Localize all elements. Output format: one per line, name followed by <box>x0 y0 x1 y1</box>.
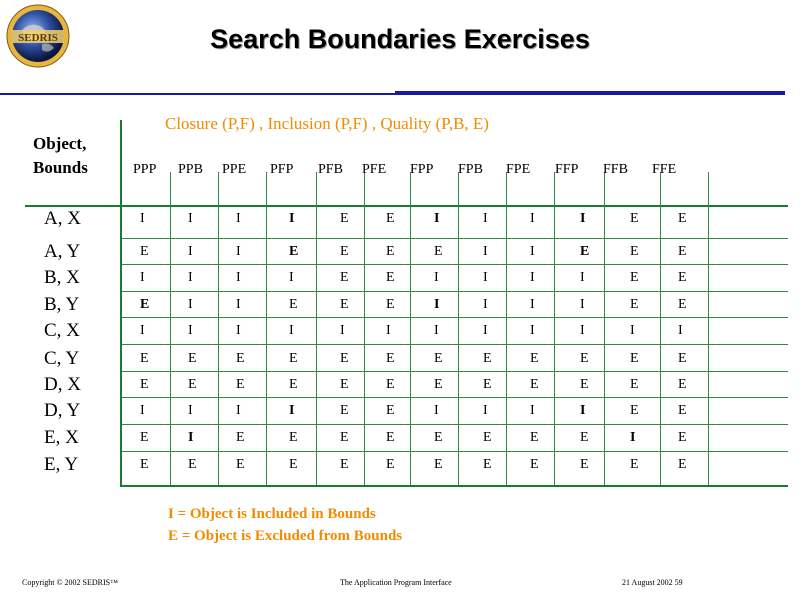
table-cell: I <box>188 244 193 259</box>
table-bottom-rule <box>120 485 788 487</box>
table-cell: I <box>580 297 585 312</box>
column-header: FPB <box>458 162 483 177</box>
table-cell: I <box>434 403 439 418</box>
grid-column-line <box>458 172 459 485</box>
row-label: E, X <box>44 427 79 448</box>
table-cell: E <box>678 403 687 418</box>
table-cell: I <box>483 297 488 312</box>
table-cell: I <box>483 323 488 338</box>
table-cell: I <box>434 270 439 285</box>
table-cell: E <box>289 351 298 366</box>
table-cell: I <box>236 244 241 259</box>
table-cell: I <box>530 244 535 259</box>
table-cell: E <box>678 457 687 472</box>
svg-text:SEDRIS: SEDRIS <box>18 32 58 44</box>
table-cell: I <box>580 211 586 226</box>
table-cell: E <box>289 297 298 312</box>
table-cell: E <box>678 377 687 392</box>
grid-column-line <box>266 172 267 485</box>
grid-column-line <box>170 172 171 485</box>
legend-included: I = Object is Included in Bounds <box>168 506 376 522</box>
corner-label <box>33 132 88 180</box>
table-cell: I <box>289 323 294 338</box>
table-cell: E <box>140 351 149 366</box>
grid-column-line <box>506 172 507 485</box>
table-cell: I <box>140 211 145 226</box>
footer-copyright: Copyright © 2002 SEDRIS™ <box>22 578 118 587</box>
row-label: D, X <box>44 374 81 395</box>
table-cell: I <box>188 403 193 418</box>
table-cell: E <box>289 377 298 392</box>
table-cell: E <box>340 457 349 472</box>
table-cell: E <box>630 457 639 472</box>
grid-row-line <box>122 264 788 265</box>
table-cell: E <box>580 351 589 366</box>
table-cell: I <box>340 323 345 338</box>
table-vertical-rule <box>120 120 122 486</box>
column-header: PFE <box>362 162 387 177</box>
column-header: PPP <box>133 162 157 177</box>
table-cell: I <box>289 211 295 226</box>
table-cell: I <box>236 270 241 285</box>
table-cell: E <box>678 211 687 226</box>
column-header: PFP <box>270 162 294 177</box>
table-cell: I <box>188 297 193 312</box>
corner-label-line2: Bounds <box>33 158 88 177</box>
table-cell: E <box>236 377 245 392</box>
table-header-rule <box>25 205 788 207</box>
table-cell: E <box>340 430 349 445</box>
table-cell: E <box>236 351 245 366</box>
table-cell: E <box>483 457 492 472</box>
column-header: PPE <box>222 162 247 177</box>
grid-row-line <box>122 317 788 318</box>
table-cell: E <box>580 430 589 445</box>
column-header: FFE <box>652 162 677 177</box>
column-header: FFB <box>603 162 628 177</box>
table-cell: E <box>434 351 443 366</box>
column-header: PFB <box>318 162 343 177</box>
table-cell: E <box>386 270 395 285</box>
table-cell: E <box>678 430 687 445</box>
page-title: Search Boundaries Exercises <box>210 24 590 54</box>
column-header: FFP <box>555 162 579 177</box>
table-cell: E <box>630 403 639 418</box>
table-cell: E <box>386 351 395 366</box>
table-cell: E <box>580 244 590 259</box>
table-cell: E <box>434 244 443 259</box>
table-cell: I <box>483 211 488 226</box>
table-cell: E <box>630 244 639 259</box>
title-rule-accent <box>395 91 785 93</box>
table-cell: I <box>236 323 241 338</box>
table-cell: I <box>630 430 636 445</box>
table-cell: I <box>289 270 294 285</box>
table-cell: E <box>340 270 349 285</box>
table-cell: I <box>188 211 193 226</box>
table-cell: E <box>340 403 349 418</box>
table-cell: I <box>236 211 241 226</box>
table-cell: I <box>140 403 145 418</box>
grid-column-line <box>218 172 219 485</box>
footer-date-page: 21 August 2002 59 <box>622 578 683 587</box>
row-label: D, Y <box>44 400 81 421</box>
grid-row-line <box>122 397 788 398</box>
table-cell: E <box>140 297 150 312</box>
grid-row-line <box>122 291 788 292</box>
table-cell: E <box>140 377 149 392</box>
table-cell: E <box>140 457 149 472</box>
table-cell: E <box>483 377 492 392</box>
grid-column-line <box>660 172 661 485</box>
table-cell: E <box>434 377 443 392</box>
table-cell: I <box>483 270 488 285</box>
table-cell: E <box>188 377 197 392</box>
table-cell: E <box>678 270 687 285</box>
table-cell: I <box>434 211 440 226</box>
table-cell: I <box>630 323 635 338</box>
row-label: A, Y <box>44 241 81 262</box>
table-cell: E <box>188 351 197 366</box>
table-cell: E <box>386 211 395 226</box>
table-cell: I <box>188 323 193 338</box>
table-cell: E <box>434 430 443 445</box>
column-header: FPE <box>506 162 531 177</box>
table-cell: E <box>530 377 539 392</box>
table-cell: E <box>386 430 395 445</box>
footer-center: The Application Program Interface <box>340 578 452 587</box>
table-cell: E <box>236 430 245 445</box>
table-cell: E <box>630 270 639 285</box>
table-cell: E <box>140 244 149 259</box>
table-cell: I <box>188 430 194 445</box>
table-cell: E <box>434 457 443 472</box>
table-cell: I <box>483 403 488 418</box>
table-cell: E <box>630 297 639 312</box>
row-label: A, X <box>44 208 81 229</box>
table-cell: I <box>678 323 683 338</box>
table-cell: E <box>340 351 349 366</box>
table-cell: E <box>630 351 639 366</box>
table-cell: I <box>530 297 535 312</box>
grid-column-line <box>316 172 317 485</box>
table-cell: I <box>483 244 488 259</box>
table-cell: E <box>386 297 395 312</box>
table-cell: I <box>580 403 586 418</box>
grid-column-line <box>554 172 555 485</box>
table-cell: E <box>188 457 197 472</box>
table-cell: I <box>386 323 391 338</box>
table-cell: E <box>386 377 395 392</box>
table-cell: E <box>530 351 539 366</box>
table-cell: E <box>289 430 298 445</box>
table-cell: E <box>140 430 149 445</box>
table-cell: I <box>289 403 295 418</box>
table-cell: E <box>580 377 589 392</box>
table-cell: E <box>386 457 395 472</box>
table-cell: I <box>434 323 439 338</box>
table-cell: E <box>340 297 349 312</box>
table-cell: E <box>630 377 639 392</box>
table-cell: E <box>580 457 589 472</box>
table-cell: E <box>483 430 492 445</box>
table-cell: E <box>630 211 639 226</box>
table-cell: I <box>188 270 193 285</box>
grid-row-line <box>122 451 788 452</box>
table-cell: I <box>434 297 440 312</box>
table-cell: I <box>236 297 241 312</box>
row-label: C, X <box>44 320 80 341</box>
column-header: FPP <box>410 162 434 177</box>
table-cell: E <box>530 430 539 445</box>
table-cell: E <box>340 244 349 259</box>
table-cell: E <box>340 211 349 226</box>
row-label: B, Y <box>44 294 80 315</box>
table-cell: I <box>236 403 241 418</box>
table-cell: E <box>386 403 395 418</box>
grid-row-line <box>122 371 788 372</box>
table-cell: I <box>530 323 535 338</box>
table-cell: I <box>140 323 145 338</box>
column-header: PPB <box>178 162 203 177</box>
grid-column-line <box>708 172 709 485</box>
table-cell: E <box>678 297 687 312</box>
grid-row-line <box>122 238 788 239</box>
corner-label-line1: Object, <box>33 134 87 153</box>
row-label: C, Y <box>44 348 80 369</box>
table-cell: E <box>386 244 395 259</box>
table-cell: I <box>140 270 145 285</box>
table-cell: E <box>530 457 539 472</box>
table-cell: I <box>530 211 535 226</box>
table-cell: E <box>289 457 298 472</box>
grid-column-line <box>364 172 365 485</box>
row-label: B, X <box>44 267 80 288</box>
table-cell: E <box>340 377 349 392</box>
grid-row-line <box>122 424 788 425</box>
row-label: E, Y <box>44 454 79 475</box>
grid-column-line <box>604 172 605 485</box>
table-cell: E <box>483 351 492 366</box>
legend-excluded: E = Object is Excluded from Bounds <box>168 528 403 544</box>
table-cell: I <box>530 270 535 285</box>
table-cell: E <box>678 244 687 259</box>
header-caption: Closure (P,F) , Inclusion (P,F) , Quality (P,B, E) <box>165 114 489 133</box>
table-cell: I <box>530 403 535 418</box>
grid-row-line <box>122 344 788 345</box>
table-cell: E <box>236 457 245 472</box>
title-rule <box>0 93 785 95</box>
table-cell: E <box>678 351 687 366</box>
table-cell: I <box>580 270 585 285</box>
grid-column-line <box>410 172 411 485</box>
table-cell: I <box>580 323 585 338</box>
table-cell: E <box>289 244 299 259</box>
